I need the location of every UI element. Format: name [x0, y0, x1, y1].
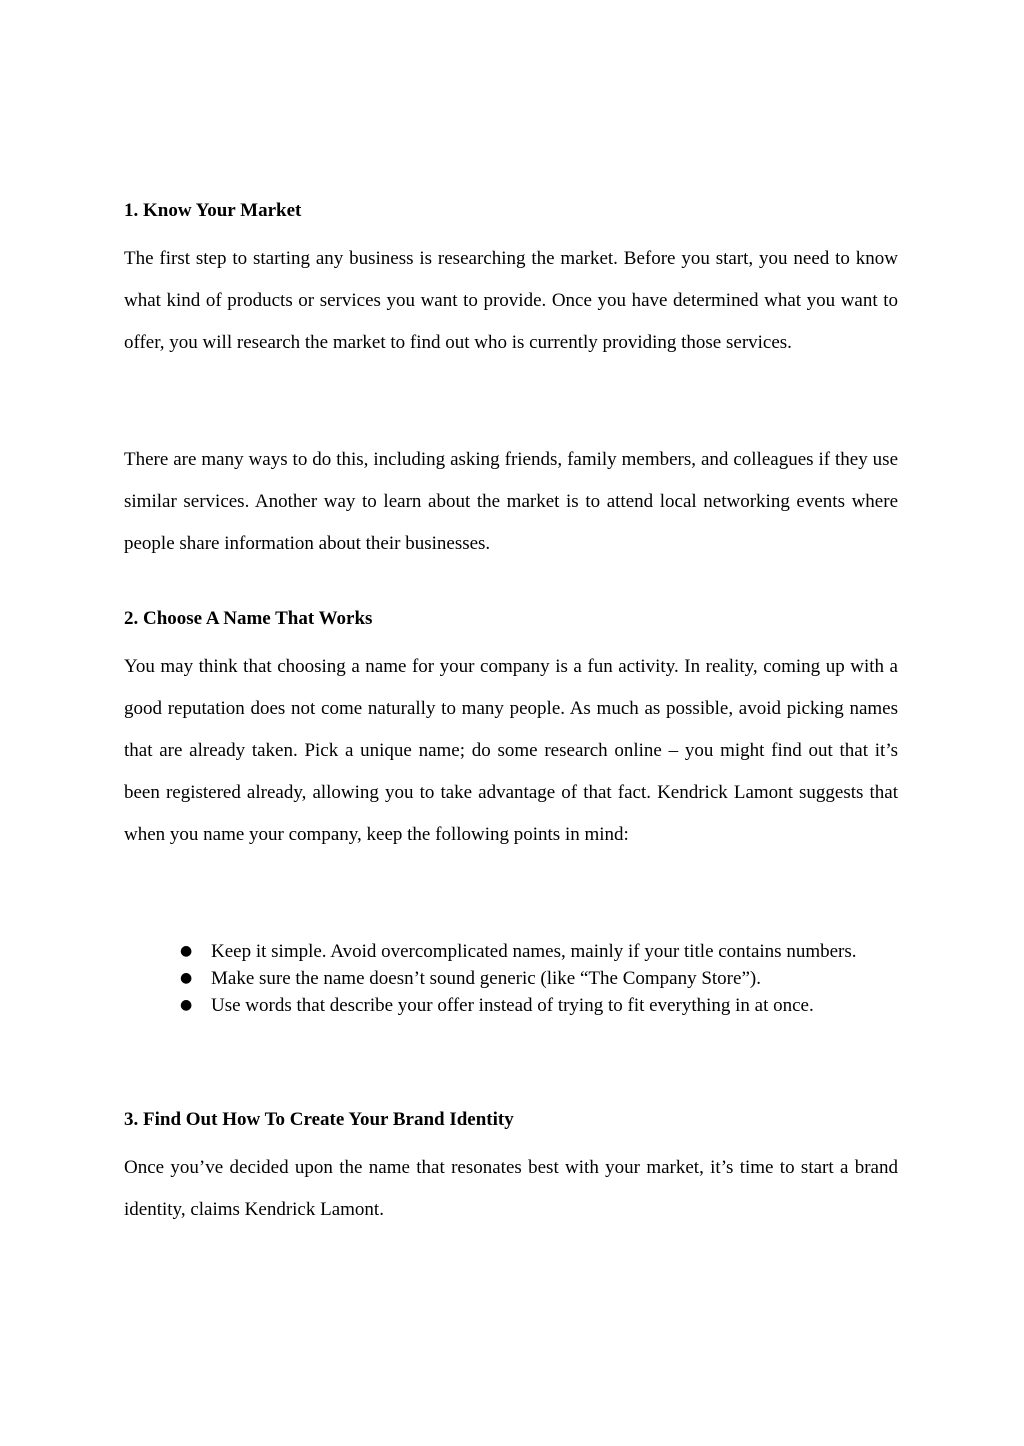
list-item	[180, 938, 898, 965]
section-3-paragraph-1: Once you’ve decided upon the name that resonates best with your market, it’s time to start a brand identity, claims Kendrick Lamont.	[124, 1157, 898, 1220]
naming-tips-list	[180, 938, 898, 1019]
list-item-text: Make sure the name doesn’t sound generic (like “The Company Store”).	[211, 968, 761, 989]
section-1-heading: 1. Know Your Market	[124, 200, 302, 221]
section-3-heading: 3. Find Out How To Create Your Brand Identity	[124, 1109, 514, 1130]
list-item-text: Keep it simple. Avoid overcomplicated names, mainly if your title contains numbers.	[211, 941, 857, 962]
list-item	[180, 965, 898, 992]
section-2-paragraph-1: You may think that choosing a name for your company is a fun activity. In reality, coming up with a good reputation does not come naturally to many people. As much as possible, avoid picking names that are already taken. Pick a unique name; do some research online – you might find out that it’s been registered already, allowing you to take advantage of that fact. Kendrick Lamont suggests that when you name your company, keep the following points in mind:	[124, 656, 898, 845]
section-2-heading: 2. Choose A Name That Works	[124, 608, 373, 629]
bullet-icon: ●	[180, 997, 193, 1013]
bullet-icon: ●	[180, 970, 193, 986]
section-1-paragraph-1: The first step to starting any business is researching the market. Before you start, you need to know what kind of products or services you want to provide. Once you have determined what you want to offer, you will research the market to find out who is currently providing those services.	[124, 248, 898, 353]
list-item-text: Use words that describe your offer instead of trying to fit everything in at once.	[211, 995, 814, 1016]
bullet-icon: ●	[180, 943, 193, 959]
list-item	[180, 992, 898, 1019]
section-1-paragraph-2: There are many ways to do this, including asking friends, family members, and colleagues if they use similar services. Another way to learn about the market is to attend local networking events where people share information about their businesses.	[124, 449, 898, 554]
